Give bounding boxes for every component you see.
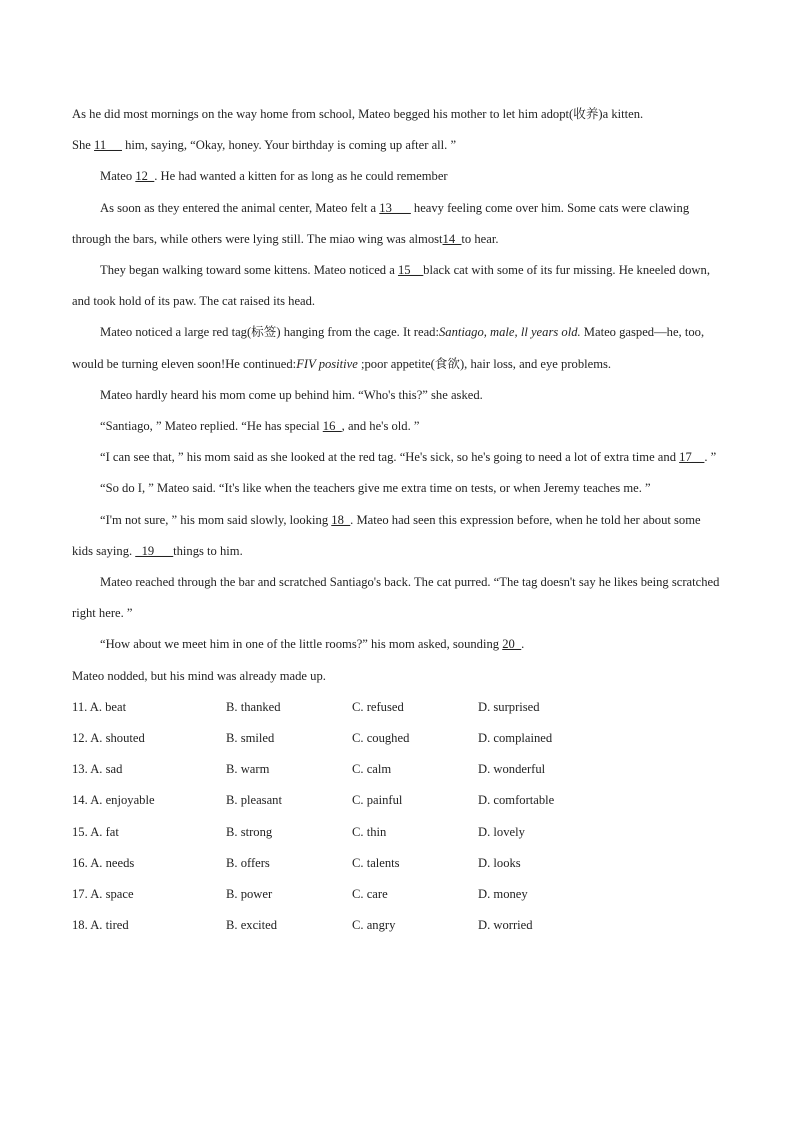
option-b: B. thanked xyxy=(226,699,281,714)
option-c: C. talents xyxy=(352,855,400,870)
option-a: 15. A. fat xyxy=(72,824,119,839)
paragraph-5 xyxy=(72,317,724,379)
text: . xyxy=(521,637,525,652)
paragraph-11 xyxy=(72,567,724,629)
text: Mateo hardly heard his mom come up behind him. “Who's this?” she asked. xyxy=(100,387,483,402)
blank-11: 11 __ xyxy=(94,138,122,153)
paragraph-7 xyxy=(72,411,724,442)
option-c: C. care xyxy=(352,887,388,902)
option-a: 16. A. needs xyxy=(72,855,135,870)
text: “How about we meet him in one of the little rooms?” his mom asked, sounding xyxy=(100,637,503,652)
paragraph-10 xyxy=(72,505,724,567)
option-a: 12. A. shouted xyxy=(72,731,145,746)
option-row xyxy=(72,817,724,848)
document-page xyxy=(72,99,724,941)
option-b: B. warm xyxy=(226,762,270,777)
blank-19: _19___ xyxy=(135,543,174,558)
blank-20: 20_ xyxy=(502,637,522,652)
option-b: B. offers xyxy=(226,855,270,870)
text: They began walking toward some kittens. Mateo noticed a xyxy=(100,263,398,278)
text: . He had wanted a kitten for as long as he could remember xyxy=(154,169,448,184)
text: “So do I, ” Mateo said. “It's like when the teachers give me extra time on tests, or when Jeremy teaches me. ” xyxy=(100,481,651,496)
text: As soon as they entered the animal center, Mateo felt a xyxy=(100,200,380,215)
paragraph-13 xyxy=(72,661,724,692)
option-row xyxy=(72,754,724,785)
option-d: D. money xyxy=(478,887,528,902)
option-b: B. strong xyxy=(226,824,273,839)
option-a: 13. A. sad xyxy=(72,762,123,777)
option-d: D. lovely xyxy=(478,824,525,839)
text: heavy feeling come over him. Some cats were clawing through the bars, while others were lying still. The miao wing was almost xyxy=(72,200,690,246)
paragraph-1 xyxy=(72,99,724,161)
blank-13: 13___ xyxy=(379,200,411,215)
option-d: D. comfortable xyxy=(478,793,555,808)
option-a: 17. A. space xyxy=(72,887,134,902)
option-row xyxy=(72,723,724,754)
paragraph-3 xyxy=(72,193,724,255)
option-b: B. excited xyxy=(226,918,278,933)
blank-16: 16_ xyxy=(322,419,342,434)
text: “I'm not sure, ” his mom said slowly, looking xyxy=(100,512,332,527)
blank-18: 18_ xyxy=(331,512,351,527)
option-b: B. power xyxy=(226,887,273,902)
text: , and he's old. ” xyxy=(341,419,420,434)
text: to hear. xyxy=(461,231,499,246)
text: Mateo gasped—he, too, would be turning eleven soon!He continued: xyxy=(72,325,705,371)
paragraph-2 xyxy=(72,161,724,192)
option-a: 11. A. beat xyxy=(72,699,127,714)
blank-14: 14_ xyxy=(442,231,462,246)
text: him, saying, “Okay, honey. Your birthday is coming up after all. ” xyxy=(121,138,457,153)
text: “I can see that, ” his mom said as she looked at the red tag. “He's sick, so he's going to need a lot of extra time and xyxy=(100,450,680,465)
tag-diagnosis: FIV positive xyxy=(296,356,358,371)
text: ;poor appetite(食欲), hair loss, and eye problems. xyxy=(357,356,612,371)
text: As he did most mornings on the way home from school, Mateo begged his mother to let him adopt(收养)a kitten. xyxy=(72,107,644,121)
option-row xyxy=(72,910,724,941)
text: black cat with some of its fur missing. He kneeled down, and took hold of its paw. The cat raised its head. xyxy=(72,263,710,309)
option-row xyxy=(72,692,724,723)
option-row xyxy=(72,848,724,879)
text: Mateo nodded, but his mind was already made up. xyxy=(72,668,326,683)
option-b: B. smiled xyxy=(226,731,275,746)
text: “Santiago, ” Mateo replied. “He has special xyxy=(100,419,323,434)
blank-15: 15__ xyxy=(397,263,424,278)
paragraph-4 xyxy=(72,255,724,317)
text: . ” xyxy=(704,450,717,465)
option-d: D. looks xyxy=(478,855,521,870)
option-d: D. worried xyxy=(478,918,533,933)
option-row xyxy=(72,879,724,910)
option-d: D. complained xyxy=(478,731,553,746)
option-c: C. coughed xyxy=(352,731,410,746)
option-c: C. calm xyxy=(352,762,392,777)
option-c: C. painful xyxy=(352,793,403,808)
options-list xyxy=(72,692,724,942)
text: Mateo xyxy=(100,169,136,184)
option-row xyxy=(72,785,724,816)
text: Mateo noticed a large red tag(标签) hanging from the cage. It read: xyxy=(100,325,439,340)
text: She xyxy=(72,138,95,153)
text: things to him. xyxy=(173,543,243,558)
option-d: D. wonderful xyxy=(478,762,546,777)
text: . Mateo had seen this expression before, when he told her about some kids saying. xyxy=(72,512,701,558)
paragraph-8 xyxy=(72,442,724,473)
paragraph-9 xyxy=(72,473,724,504)
blank-17: 17__ xyxy=(679,450,705,465)
option-b: B. pleasant xyxy=(226,793,282,808)
option-c: C. thin xyxy=(352,824,387,839)
text: Mateo reached through the bar and scratched Santiago's back. The cat purred. “The tag doesn't say he likes being scratched right here. ” xyxy=(72,575,720,621)
option-c: C. refused xyxy=(352,699,404,714)
paragraph-12 xyxy=(72,629,724,660)
option-a: 18. A. tired xyxy=(72,918,129,933)
paragraph-6 xyxy=(72,380,724,411)
option-a: 14. A. enjoyable xyxy=(72,793,155,808)
blank-12: 12_ xyxy=(135,169,155,184)
tag-text: Santiago, male, ll years old. xyxy=(438,325,581,340)
option-d: D. surprised xyxy=(478,699,540,714)
option-c: C. angry xyxy=(352,918,396,933)
